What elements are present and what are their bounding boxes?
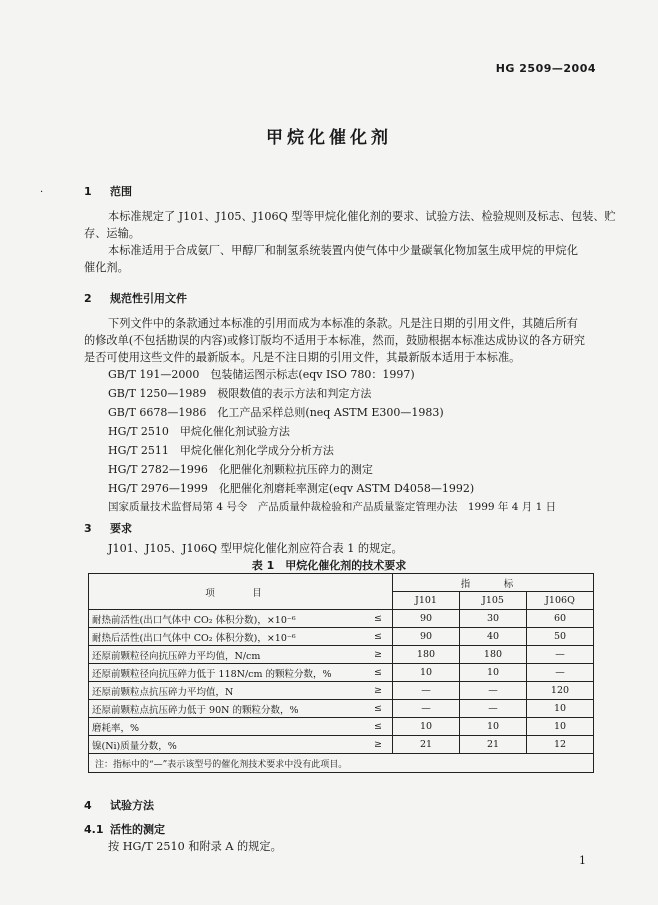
model-header: J105 (460, 592, 527, 610)
table-header-row (89, 574, 594, 592)
header-item: 项 目 (89, 574, 393, 610)
section-1-heading (84, 183, 132, 199)
cell-value: 120 (527, 682, 594, 700)
section-2-heading (84, 290, 187, 306)
cell-value: 50 (527, 628, 594, 646)
section-number: 3 (84, 522, 92, 535)
table-note: 注：指标中的“—”表示该型号的催化剂技术要求中没有此项目。 (89, 754, 594, 773)
row-symbol: ≤ (364, 700, 393, 718)
section-number: 2 (84, 292, 92, 305)
row-symbol: ≥ (364, 736, 393, 754)
table-row (89, 628, 594, 646)
section-title: 范围 (110, 185, 132, 198)
model-header: J106Q (527, 592, 594, 610)
section-4-heading (84, 797, 154, 813)
cell-value: — (393, 700, 460, 718)
cell-value: 60 (527, 610, 594, 628)
row-symbol: ≤ (364, 664, 393, 682)
cell-value: — (527, 664, 594, 682)
cell-value: — (460, 700, 527, 718)
table-row (89, 718, 594, 736)
section-number: 1 (84, 185, 92, 198)
reference-item: 国家质量技术监督局第 4 号令 产品质量仲裁检验和产品质量鉴定管理办法 1999 年 4 月 1 日 (108, 501, 557, 513)
cell-value: 40 (460, 628, 527, 646)
section-number: 4 (84, 799, 92, 812)
row-symbol: ≤ (364, 718, 393, 736)
page-number: 1 (579, 854, 586, 867)
cell-value: — (460, 682, 527, 700)
spec-table (88, 573, 594, 773)
paragraph: J101、J105、J106Q 型甲烷化催化剂应符合表 1 的规定。 (108, 542, 403, 555)
reference-item: GB/T 191—2000 包装储运图示标志(eqv ISO 780：1997) (108, 368, 415, 381)
section-3-heading (84, 520, 132, 536)
section-title: 规范性引用文件 (110, 292, 187, 305)
cell-value: — (527, 646, 594, 664)
cell-value: 10 (527, 718, 594, 736)
subsection-number: 4.1 (84, 823, 104, 836)
table-row (89, 682, 594, 700)
paragraph: 是否可使用这些文件的最新版本。凡是不注日期的引用文件，其最新版本适用于本标准。 (84, 351, 521, 364)
reference-item: GB/T 1250—1989 极限数值的表示方法和判定方法 (108, 387, 372, 400)
table-row (89, 736, 594, 754)
section-title: 要求 (110, 522, 132, 535)
table-caption: 表 1 甲烷化催化剂的技术要求 (251, 559, 407, 572)
row-item: 耐热前活性(出口气体中 CO₂ 体积分数)，×10⁻⁶ (89, 610, 365, 628)
cell-value: 180 (393, 646, 460, 664)
cell-value: 10 (393, 664, 460, 682)
row-item: 还原前颗粒径向抗压碎力低于 118N/cm 的颗粒分数，% (89, 664, 365, 682)
table-row (89, 646, 594, 664)
cell-value: 10 (527, 700, 594, 718)
paragraph: 本标准规定了 J101、J105、J106Q 型等甲烷化催化剂的要求、试验方法、检验规则及标志、包装、贮 (108, 210, 616, 223)
reference-item: HG/T 2782—1996 化肥催化剂颗粒抗压碎力的测定 (108, 463, 373, 476)
table-row (89, 664, 594, 682)
row-item: 还原前颗粒点抗压碎力平均值，N (89, 682, 365, 700)
cell-value: 12 (527, 736, 594, 754)
model-header: J101 (393, 592, 460, 610)
cell-value: 90 (393, 610, 460, 628)
paragraph: 下列文件中的条款通过本标准的引用而成为本标准的条款。凡是注日期的引用文件，其随后所有 (108, 317, 578, 330)
subsection-title: 活性的测定 (110, 823, 165, 836)
reference-item: HG/T 2510 甲烷化催化剂试验方法 (108, 425, 290, 438)
row-symbol: ≤ (364, 628, 393, 646)
cell-value: 180 (460, 646, 527, 664)
row-item: 镍(Ni)质量分数，% (89, 736, 365, 754)
standard-code: HG 2509—2004 (495, 62, 596, 75)
row-symbol: ≥ (364, 646, 393, 664)
reference-item: HG/T 2976—1999 化肥催化剂磨耗率测定(eqv ASTM D4058—1992) (108, 482, 475, 495)
reference-item: GB/T 6678—1986 化工产品采样总则(neq ASTM E300—1983) (108, 406, 444, 419)
paragraph: 存、运输。 (84, 227, 140, 240)
paragraph: 按 HG/T 2510 和附录 A 的规定。 (108, 840, 282, 853)
row-item: 还原前颗粒径向抗压碎力平均值，N/cm (89, 646, 365, 664)
cell-value: 10 (460, 664, 527, 682)
row-item: 磨耗率，% (89, 718, 365, 736)
paragraph: 本标准适用于合成氨厂、甲醇厂和制氢系统装置内使气体中少量碳氧化物加氢生成甲烷的甲烷化 (108, 244, 578, 257)
table-row (89, 610, 594, 628)
subsection-4-1-heading (84, 821, 165, 837)
header-index: 指 标 (393, 574, 594, 592)
cell-value: 10 (460, 718, 527, 736)
table-row (89, 700, 594, 718)
cell-value: 10 (393, 718, 460, 736)
row-item: 还原前颗粒点抗压碎力低于 90N 的颗粒分数，% (89, 700, 365, 718)
document-title: 甲烷化催化剂 (266, 128, 392, 148)
row-symbol: ≤ (364, 610, 393, 628)
cell-value: 30 (460, 610, 527, 628)
margin-mark: · (40, 187, 44, 198)
reference-item: HG/T 2511 甲烷化催化剂化学成分分析方法 (108, 444, 334, 457)
table-note-row (89, 754, 594, 773)
section-title: 试验方法 (110, 799, 154, 812)
row-symbol: ≥ (364, 682, 393, 700)
cell-value: 90 (393, 628, 460, 646)
cell-value: 21 (460, 736, 527, 754)
row-item: 耐热后活性(出口气体中 CO₂ 体积分数)，×10⁻⁶ (89, 628, 365, 646)
paragraph: 的修改单(不包括勘误的内容)或修订版均不适用于本标准，然而，鼓励根据本标准达成协议的各方研究 (84, 334, 585, 347)
paragraph: 催化剂。 (84, 261, 129, 274)
cell-value: 21 (393, 736, 460, 754)
cell-value: — (393, 682, 460, 700)
